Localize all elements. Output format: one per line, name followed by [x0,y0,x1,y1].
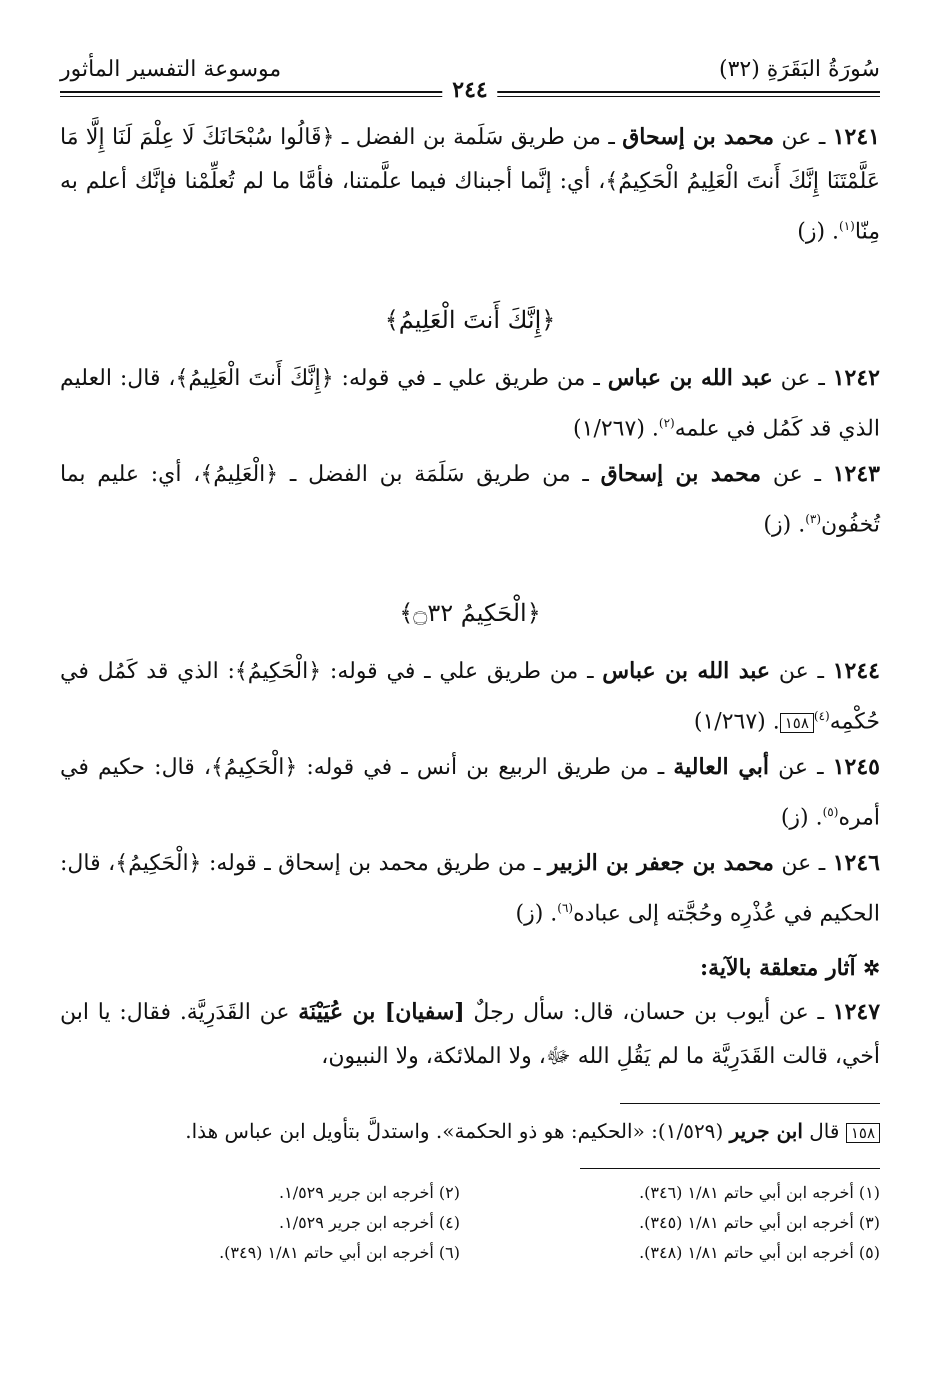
note-ref-box: ١٥٨ [780,713,814,733]
footnote-separator [580,1168,880,1169]
narration-1246: ١٢٤٦ ـ عن محمد بن جعفر بن الزبير ـ من طريق محمد بن إسحاق ـ قوله: ﴿الْحَكِيمُ﴾، قال: الحكيم في عُذْرِه وحُجَّته إلى عباده$^{(٦)}$. (ز) [60,849,880,926]
note-separator [620,1103,880,1104]
page [60,55,880,1267]
note-158: ١٥٨ قال ابن جرير (١/٥٢٩): «الحكيم: هو ذو الحكمة». واستدلَّ بتأويل ابن عباس هذا. [60,1112,880,1152]
verse-heading-alim: ﴿إِنَّكَ أَنتَ الْعَلِيمُ﴾ [384,306,556,335]
footnote-1: (١) أخرجه ابن أبي حاتم ١/٨١ (٣٤٦). [639,1182,880,1202]
footnote-3: (٣) أخرجه ابن أبي حاتم ١/٨١ (٣٤٥). [639,1212,880,1232]
verse-heading-hakim: ﴿الْحَكِيمُ ۝٣٢﴾ [399,598,541,627]
footnote-4: (٤) أخرجه ابن جرير ١/٥٢٩. [279,1212,460,1232]
footnote-2: (٢) أخرجه ابن جرير ١/٥٢٩. [279,1182,460,1202]
narration-1242: ١٢٤٢ ـ عن عبد الله بن عباس ـ من طريق علي ـ في قوله: ﴿إِنَّكَ أَنتَ الْعَلِيمُ﴾، قال: العليم الذي قد كَمُل في علمه$^{(٢)}$. (١/٢٦٧) [60,365,880,442]
narration-1241: ١٢٤١ ـ عن محمد بن إسحاق ـ من طريق سَلَمة بن الفضل ـ ﴿قَالُوا سُبْحَانَكَ لَا عِلْمَ لَنَا إِلَّا مَا عَلَّمْتَنَا إِنَّكَ أَنتَ الْعَلِيمُ الْحَكِيمُ﴾، أي: إنَّما أجبناك فيما علَّمتنا، فأمَّا ما لم تُعلِّمْنا فإنَّك أعلم به مِنّا$^{(١)}$. (ز) [60,124,880,245]
section-heading: ✲ آثار متعلقة بالآية: [700,954,880,981]
narration-1243: ١٢٤٣ ـ عن محمد بن إسحاق ـ من طريق سَلَمَة بن الفضل ـ ﴿الْعَلِيمُ﴾، أي: عليم بما تُخفُون$^{(٣)}$. (ز) [60,460,880,537]
surah-title: سُورَةُ البَقَرَةِ (٣٢) [718,57,880,82]
book-title: موسوعة التفسير المأثور [60,57,282,82]
ornament-star-icon: ✲ [863,955,880,980]
note-number-box: ١٥٨ [846,1123,880,1143]
footnote-5: (٥) أخرجه ابن أبي حاتم ١/٨١ (٣٤٨). [639,1242,880,1262]
narration-1244: ١٢٤٤ ـ عن عبد الله بن عباس ـ من طريق علي ـ في قوله: ﴿الْحَكِيمُ﴾: الذي قد كَمُل في حُكْمِه$^{(٤)}$١٥٨. (١/٢٦٧) [60,657,880,735]
page-number: ٢٤٤ [442,77,497,103]
narration-1245: ١٢٤٥ ـ عن أبي العالية ـ من طريق الربيع بن أنس ـ في قوله: ﴿الْحَكِيمُ﴾، قال: حكيم في أمره$^{(٥)}$. (ز) [60,754,880,831]
footnote-6: (٦) أخرجه ابن أبي حاتم ١/٨١ (٣٤٩). [219,1242,460,1262]
page-header [60,55,880,115]
footnotes [60,1179,880,1267]
narration-1247: ١٢٤٧ ـ عن أيوب بن حسان، قال: سأل رجلٌ [سفيان] بن عُيَيْنَة عن القَدَرِيَّة. فقال: يا ابن أخي، قالت القَدَرِيَّة ما لم يَقُلِ الله ﷻ، ولا الملائكة، ولا النبيون، [60,998,881,1069]
